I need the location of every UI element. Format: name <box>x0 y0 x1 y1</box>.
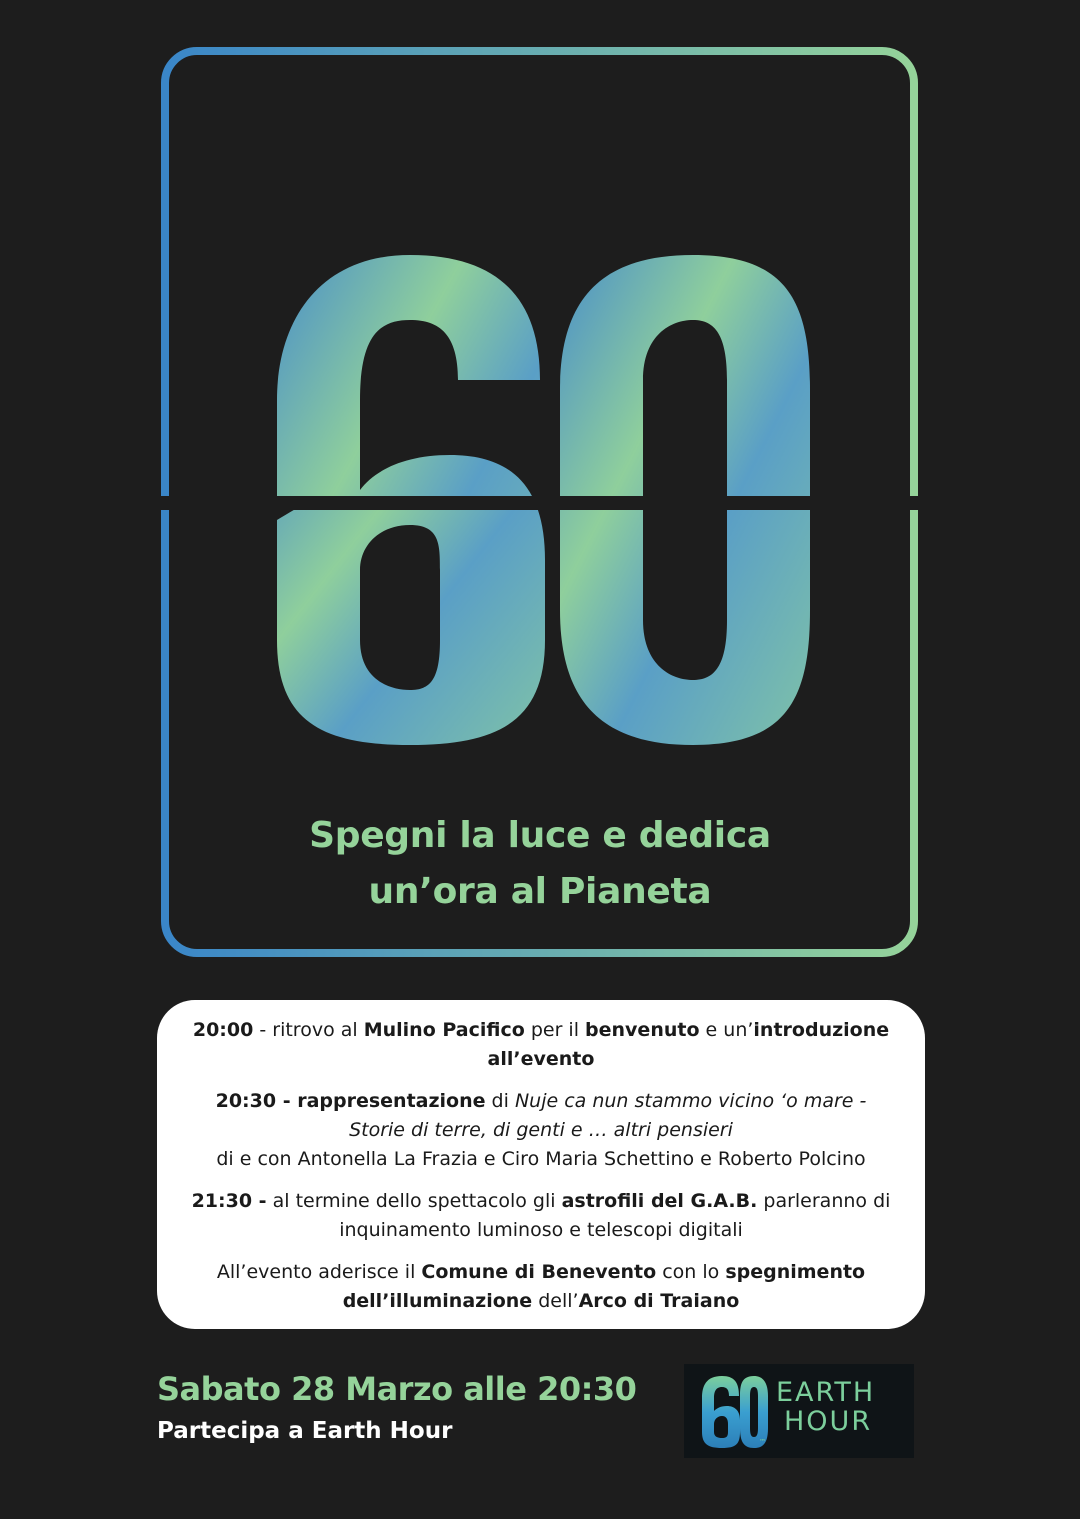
monument-name: Arco di Traiano <box>578 1290 740 1312</box>
time-2130: 21:30 - <box>191 1190 267 1212</box>
program-box <box>157 1000 925 1329</box>
trademark-mark: ™ <box>759 1438 766 1446</box>
hero-slogan <box>180 808 900 920</box>
city-name: Comune di Benevento <box>421 1261 657 1283</box>
show-title: Nuje ca nun stammo vicino ‘o mare - Storie di terre, di genti e … altri pensieri <box>349 1090 867 1141</box>
event-date: Sabato 28 Marzo alle 20:30 <box>157 1370 637 1408</box>
intro-text: introduzione all’evento <box>487 1019 890 1070</box>
group-name: astrofili del G.A.B. <box>561 1190 758 1212</box>
program-item-3 <box>187 1187 895 1245</box>
show-cast: di e con Antonella La Frazia e Ciro Maria Schettino e Roberto Polcino <box>216 1148 866 1170</box>
call-to-action: Partecipa a Earth Hour <box>157 1418 453 1444</box>
place-name: Mulino Pacifico <box>363 1019 525 1041</box>
program-item-4 <box>187 1258 895 1316</box>
time-2030: 20:30 - rappresentazione <box>215 1090 486 1112</box>
text: di <box>485 1090 515 1112</box>
logo-wordmark <box>776 1378 875 1436</box>
program-item-1 <box>187 1016 895 1074</box>
action-text: spegnimento dell’illuminazione <box>342 1261 866 1312</box>
slogan-line-1: Spegni la luce e dedica <box>309 815 771 856</box>
text: per il <box>524 1019 586 1041</box>
logo-line-2: HOUR <box>784 1406 873 1437</box>
text: All’evento aderisce il <box>216 1261 422 1283</box>
logo-line-1: EARTH <box>776 1377 876 1408</box>
text: - ritrovo al <box>253 1019 364 1041</box>
slogan-line-2: un’ora al Pianeta <box>368 871 712 912</box>
time-2000: 20:00 <box>192 1019 254 1041</box>
text: e un’ <box>699 1019 754 1041</box>
welcome-text: benvenuto <box>585 1019 700 1041</box>
earth-hour-logo <box>684 1364 914 1458</box>
text: con lo <box>656 1261 726 1283</box>
text: dell’ <box>532 1290 579 1312</box>
text: parleranno di inquinamento luminoso e telescopi digitali <box>339 1190 891 1241</box>
text: al termine dello spettacolo gli <box>266 1190 562 1212</box>
program-item-2 <box>187 1087 895 1174</box>
